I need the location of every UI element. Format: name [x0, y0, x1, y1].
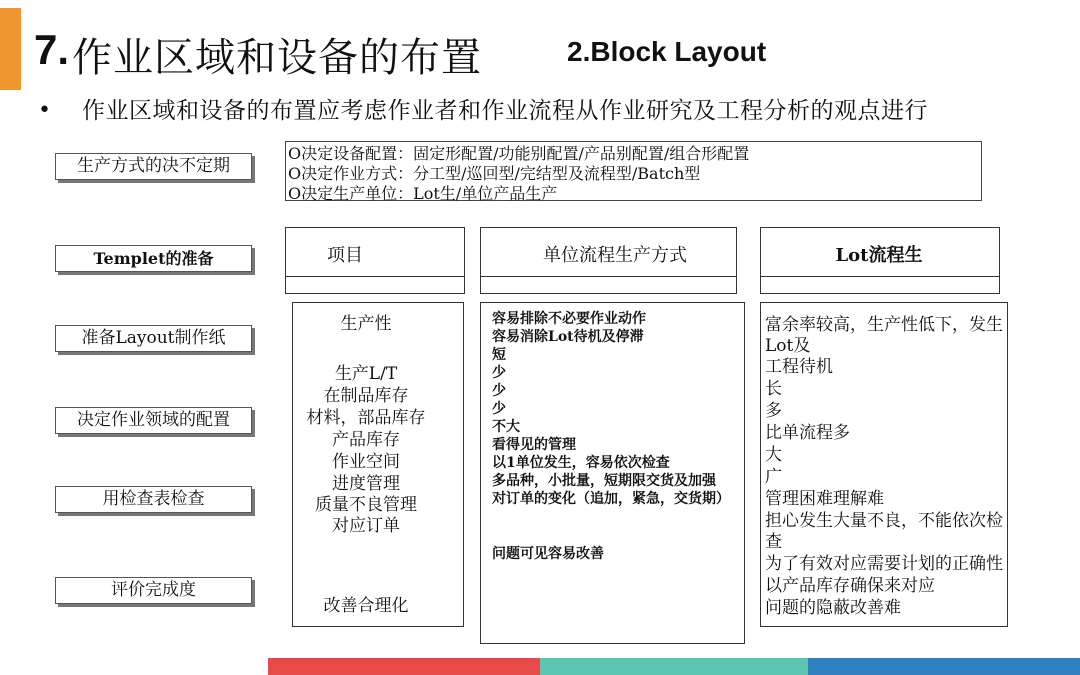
- lot-flow-line: 长: [765, 379, 782, 399]
- item-work-space: 作业空间: [332, 452, 400, 472]
- unit-flow-line: 容易消除Lot待机及停滞: [492, 329, 644, 345]
- footer-bar-teal: [540, 658, 808, 675]
- lot-flow-line: 多: [765, 401, 782, 421]
- item-productivity: 生产性: [340, 314, 392, 334]
- step-layout-paper: 准备Layout制作纸: [55, 325, 252, 352]
- step-checklist: 用检查表检查: [55, 486, 252, 513]
- footer-bar-red: [268, 658, 540, 675]
- lot-flow-line: 大: [765, 445, 782, 465]
- unit-flow-line: 少: [492, 365, 506, 381]
- item-order-response: 对应订单: [332, 516, 400, 536]
- decision-work-method: O决定作业方式：分工型/巡回型/完结型及流程型/Batch型: [288, 164, 701, 183]
- accent-bar: [0, 8, 21, 90]
- lot-flow-line: 比单流程多: [765, 423, 850, 443]
- unit-flow-line: 问题可见容易改善: [492, 546, 604, 562]
- unit-flow-line: 少: [492, 383, 506, 399]
- lot-flow-line: 问题的隐蔽改善难: [765, 598, 901, 618]
- lot-flow-line: 以产品库存确保来对应: [765, 576, 935, 596]
- step-area-config: 决定作业领域的配置: [55, 407, 252, 434]
- unit-flow-line: 看得见的管理: [492, 437, 576, 453]
- decision-production-unit: O决定生产单位：Lot生/单位产品生产: [288, 184, 558, 203]
- header-unit-flow: 单位流程生产方式: [543, 245, 687, 266]
- unit-flow-line: 容易排除不必要作业动作: [492, 311, 646, 327]
- footer-bar-blue: [808, 658, 1080, 675]
- bullet-icon: •: [38, 98, 51, 123]
- unit-flow-line: 对订单的变化（追加，紧急，交货期）: [492, 491, 730, 507]
- lot-flow-line: 管理困难理解难: [765, 489, 884, 509]
- lot-flow-line: 富余率较高，生产性低下，发生: [765, 315, 1003, 335]
- unit-flow-line: 不大: [492, 419, 520, 435]
- unit-flow-line: 少: [492, 401, 506, 417]
- item-product-inventory: 产品库存: [332, 430, 400, 450]
- item-improvement: 改善合理化: [323, 596, 409, 616]
- bullet-text: 作业区域和设备的布置应考虑作业者和作业流程从作业研究及工程分析的观点进行: [82, 98, 928, 124]
- step-evaluate: 评价完成度: [55, 577, 252, 604]
- header-strip-unit-flow: [480, 275, 737, 294]
- header-lot-flow: Lot流程生: [835, 245, 923, 266]
- lot-flow-line: 工程待机: [765, 357, 833, 377]
- item-quality-control: 质量不良管理: [315, 495, 417, 515]
- unit-flow-line: 短: [492, 347, 506, 363]
- item-lead-time: 生产L/T: [334, 364, 398, 384]
- lot-flow-line: 为了有效对应需要计划的正确性: [765, 554, 1003, 574]
- lot-flow-line: 担心发生大量不良，不能依次检: [765, 511, 1003, 531]
- page-title: 作业区域和设备的布置: [72, 35, 482, 81]
- lot-flow-line: Lot及: [765, 336, 811, 356]
- decision-equipment: O决定设备配置：固定形配置/功能别配置/产品别配置/组合形配置: [288, 144, 750, 163]
- page-subtitle: 2.Block Layout: [567, 36, 767, 67]
- header-strip-item: [285, 275, 465, 294]
- unit-flow-line: 多品种，小批量，短期限交货及加强: [492, 473, 716, 489]
- step-production-method: 生产方式的决不定期: [55, 153, 252, 180]
- item-schedule-control: 进度管理: [332, 474, 400, 494]
- step-templet: Templet的准备: [55, 245, 252, 272]
- unit-flow-line: 以1单位发生，容易依次检查: [492, 455, 670, 471]
- header-strip-lot-flow: [760, 275, 1000, 294]
- title-number: 7.: [34, 26, 70, 73]
- item-wip-inventory: 在制品库存: [323, 386, 409, 406]
- lot-flow-line: 广: [765, 467, 782, 487]
- lot-flow-line: 查: [765, 532, 782, 552]
- header-item: 项目: [327, 245, 363, 266]
- item-material-inventory: 材料，部品库存: [306, 408, 426, 428]
